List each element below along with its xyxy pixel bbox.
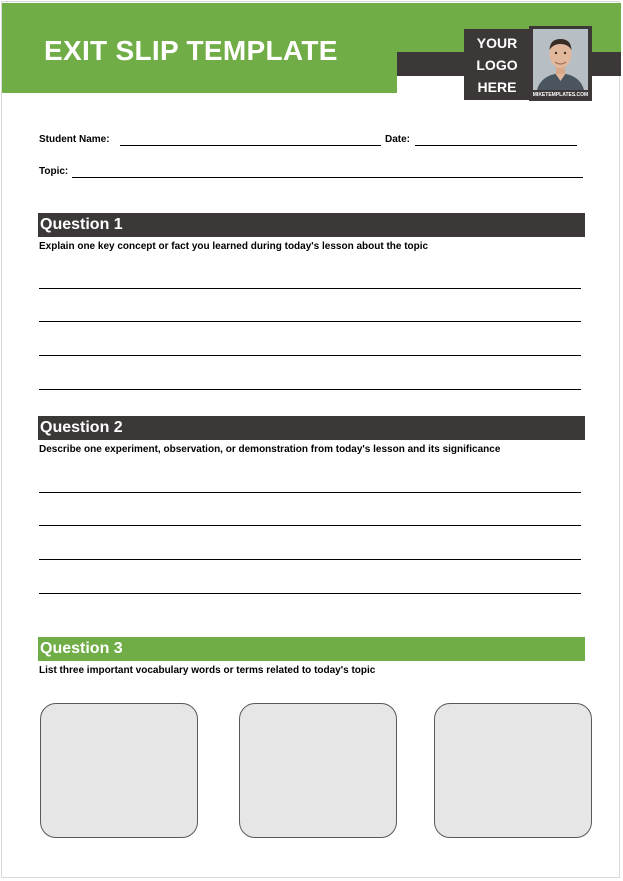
- question-1-header: Question 1: [38, 213, 585, 237]
- student-name-label: Student Name:: [39, 134, 110, 145]
- question-1-answer-line-2[interactable]: [39, 307, 581, 322]
- profile-photo: [529, 26, 592, 101]
- topic-field[interactable]: [72, 165, 583, 178]
- question-3-prompt: List three important vocabulary words or terms related to today's topic: [39, 665, 376, 676]
- question-2-answer-line-3[interactable]: [39, 545, 581, 560]
- logo-text-line2: LOGO: [476, 56, 518, 73]
- vocabulary-box-2[interactable]: [239, 703, 397, 838]
- date-label: Date:: [385, 134, 411, 145]
- photo-caption: MIKETEMPLATES.COM: [532, 92, 589, 98]
- question-2-prompt: Describe one experiment, observation, or demonstration from today's lesson and its significance: [39, 444, 501, 455]
- question-2-answer-line-4[interactable]: [39, 579, 581, 594]
- question-1-answer-line-1[interactable]: [39, 274, 581, 289]
- question-1-prompt: Explain one key concept or fact you learned during today's lesson about the topic: [39, 241, 429, 252]
- question-2-answer-line-1[interactable]: [39, 478, 581, 493]
- logo-text-line1: YOUR: [476, 34, 518, 51]
- page-title: EXIT SLIP TEMPLATE: [44, 35, 338, 66]
- date-field[interactable]: [415, 133, 577, 146]
- question-2-header: Question 2: [38, 416, 585, 440]
- logo-text-line3: HERE: [477, 78, 517, 95]
- person-photo-icon: [533, 29, 588, 90]
- question-2-answer-line-2[interactable]: [39, 511, 581, 526]
- student-name-field[interactable]: [120, 133, 381, 146]
- photo-image: [533, 29, 588, 90]
- vocabulary-box-3[interactable]: [434, 703, 592, 838]
- logo-placeholder: [464, 29, 530, 100]
- vocabulary-box-1[interactable]: [40, 703, 198, 838]
- question-1-answer-line-3[interactable]: [39, 341, 581, 356]
- question-3-header: Question 3: [38, 637, 585, 661]
- topic-label: Topic:: [39, 166, 69, 177]
- question-1-answer-line-4[interactable]: [39, 375, 581, 390]
